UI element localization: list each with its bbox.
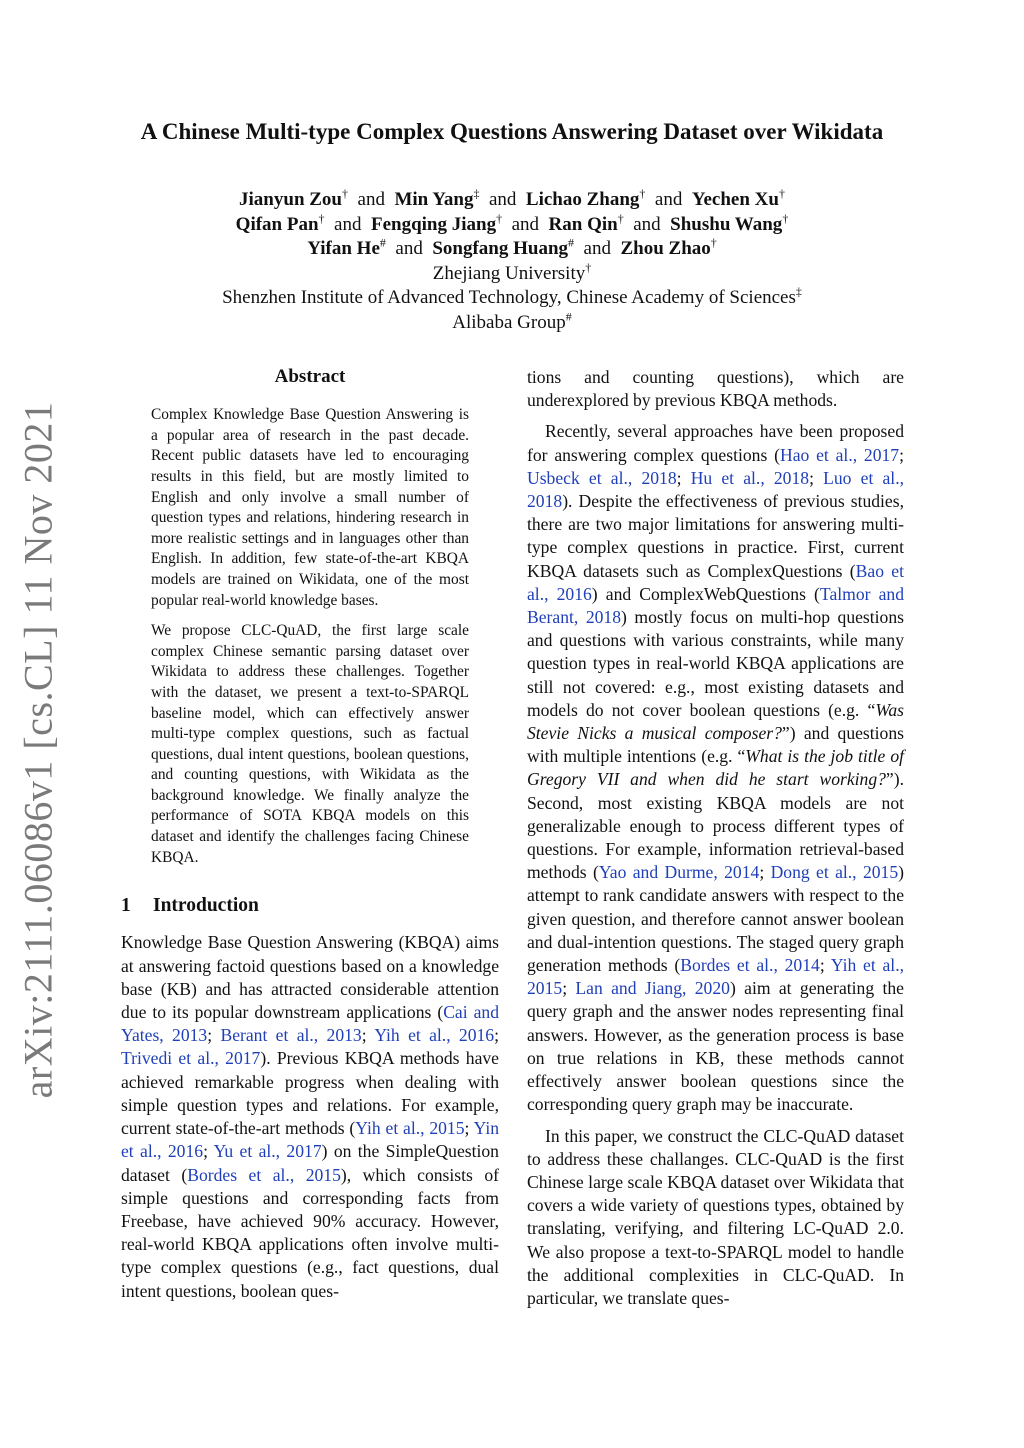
author-name: Zhou Zhao xyxy=(620,238,711,259)
author-line-1 xyxy=(120,188,904,213)
right-column xyxy=(527,366,904,1318)
citation-link[interactable]: Cai and Yates, 2013 xyxy=(121,1002,499,1046)
citation-link[interactable]: Talmor and Berant, 2018 xyxy=(527,583,904,628)
citation-link[interactable]: Yih et al., 2015 xyxy=(527,955,904,999)
author-name: Songfang Huang xyxy=(432,238,569,259)
citation-link[interactable]: Berant et al., 2013 xyxy=(220,1025,362,1046)
citation-link[interactable]: Usbeck et al., 2018 xyxy=(527,467,677,488)
citation-link[interactable]: Hu et al., 2018 xyxy=(690,467,810,488)
paper-header xyxy=(120,118,904,146)
author-joiner: and xyxy=(348,189,395,210)
intro-paragraph-2: Recently, several approaches have been proposed for answering complex questions (Hao et al., 2017; Usbeck et al., 2018; Hu et al., 2018; Luo et al., 2018). Despite the effectiveness of previous studies, there are two major limitations for answering multi-type complex questions in practice. First, current KBQA datasets such as ComplexQuestions (Bao et al., 2016) and ComplexWebQuestions (Talmor and Berant, 2018) mostly focus on multi-hop questions and questions with various constraints, while many question types in real-world KBQA applications are still not covered: e.g., most existing datasets and models do not cover boolean questions (e.g. “Was Stevie Nicks a musical composer?”) and questions with multiple intentions (e.g. “What is the job title of Gregory VII and when did he start working?”). Second, most existing KBQA models are not generalizable enough to process different types of questions. For example, information retrieval-based methods (Yao and Durme, 2014; Dong et al., 2015) attempt to rank candidate answers with respect to the given question, and therefore cannot answer boolean and dual-intention questions. The staged query graph generation methods (Bordes et al., 2014; Yih et al., 2015; Lan and Jiang, 2020) aim at generating the query graph and the answer nodes representing final answers. However, as the generation process is base on true relations in KB, these methods cannot effectively answer boolean questions since the corresponding query graph may be inaccurate. xyxy=(527,421,904,1115)
citation-link[interactable]: Lan and Jiang, 2020 xyxy=(575,978,730,999)
citation-link[interactable]: Bordes et al., 2014 xyxy=(680,955,820,976)
author-joiner: and xyxy=(385,238,433,259)
author-affiliation-mark: † xyxy=(617,211,624,226)
citation-link[interactable]: Yih et al., 2015 xyxy=(355,1118,465,1139)
affiliation-1: Zhejiang University† xyxy=(432,260,592,284)
citation-link[interactable]: Dong et al., 2015 xyxy=(770,862,899,883)
author-name: Min Yang xyxy=(394,189,474,210)
author-affiliation-mark: † xyxy=(639,186,646,201)
affiliation-2: Shenzhen Institute of Advanced Technology, Chinese Academy of Sciences‡ xyxy=(222,284,802,308)
author-joiner: and xyxy=(645,189,692,210)
author-name: Qifan Pan xyxy=(235,213,319,235)
section-heading-introduction xyxy=(121,894,499,917)
author-affiliation-mark: † xyxy=(782,211,789,226)
intro-paragraph-1: Knowledge Base Question Answering (KBQA) aims at answering factoid questions based on a knowledge base (KB) and has attracted considerable attention due to its popular downstream applications (Cai and Yates, 2013; Berant et al., 2013; Yih et al., 2016; Trivedi et al., 2017). Previous KBQA methods have achieved remarkable progress when dealing with simple question types and relations. For example, current state-of-the-art methods (Yih et al., 2015; Yin et al., 2016; Yu et al., 2017) on the SimpleQuestion dataset (Bordes et al., 2015), which consists of simple questions and corresponding facts from Freebase, have achieved 90% accuracy. However, real-world KBQA applications often involve multi-type complex questions (e.g., fact questions, dual intent questions, boolean ques- xyxy=(121,932,500,1301)
author-name: Fengqing Jiang xyxy=(370,213,497,235)
author-block xyxy=(120,188,904,335)
author-name: Yechen Xu xyxy=(691,189,779,210)
author-affiliation-mark: # xyxy=(379,235,386,250)
citation-link[interactable]: Yu et al., 2017 xyxy=(213,1141,322,1162)
author-line-2 xyxy=(120,213,904,238)
section-number: 1 xyxy=(121,895,131,917)
author-affiliation-mark: ‡ xyxy=(473,186,480,201)
author-affiliation-mark: † xyxy=(710,235,717,250)
intro-paragraph-3: In this paper, we construct the CLC-QuAD dataset to address these challanges. CLC-QuAD is the first Chinese large scale KBQA dataset over Wikidata that covers a wide variety of questions types, obtained by translating, verifying, and filtering LC-QuAD 2.0. We also propose a text-to-SPARQL model to handle the additional complexities in CLC-QuAD. In particular, we translate ques- xyxy=(527,1125,904,1308)
author-joiner: and xyxy=(574,238,621,259)
affiliation-3: Alibaba Group# xyxy=(452,309,572,333)
author-name: Lichao Zhang xyxy=(525,189,640,210)
citation-link[interactable]: Bordes et al., 2015 xyxy=(187,1164,341,1185)
author-name: Ran Qin xyxy=(548,213,618,235)
citation-link[interactable]: Luo et al., 2018 xyxy=(527,467,904,512)
paper-title: A Chinese Multi-type Complex Questions Answering Dataset over Wikidata xyxy=(140,119,884,144)
abstract-heading: Abstract xyxy=(274,366,346,387)
example-question: Was Stevie Nicks a musical composer? xyxy=(527,699,904,744)
citation-link[interactable]: Bao et al., 2016 xyxy=(527,560,904,604)
citation-link[interactable]: Hao et al., 2017 xyxy=(779,444,900,465)
citation-link[interactable]: Yin et al., 2016 xyxy=(121,1118,500,1162)
intro-paragraph-1-continued: tions and counting questions), which are underexplored by previous KBQA methods. xyxy=(527,367,904,411)
author-joiner: and xyxy=(324,213,371,235)
citation-link[interactable]: Trivedi et al., 2017 xyxy=(121,1048,261,1069)
author-joiner: and xyxy=(623,213,671,235)
author-name: Shushu Wang xyxy=(670,213,783,235)
author-affiliation-mark: # xyxy=(568,235,575,250)
author-name: Jianyun Zou xyxy=(239,189,343,210)
citation-link[interactable]: Yih et al., 2016 xyxy=(374,1025,495,1046)
abstract-paragraph-2: We propose CLC-QuAD, the first large scale complex Chinese semantic parsing dataset over Wikidata to address these challenges. Together with the dataset, we present a text-to-SPARQL baseline model, which can effectively answer multi-type complex questions, such as factual questions, dual intent questions, boolean questions, and counting questions, with Wikidata as the background knowledge. We finally analyze the performance of SOTA KBQA models on this dataset and identify the challenges facing Chinese KBQA. xyxy=(151,622,469,866)
author-affiliation-mark: † xyxy=(342,186,349,201)
arxiv-identifier: arXiv:2111.06086v1 [cs.CL] 11 Nov 2021 xyxy=(15,401,61,1099)
abstract-paragraph-1: Complex Knowledge Base Question Answering is a popular area of research in the past decade. Recent public datasets have led to encouraging results in this field, but are mostly limited to English and only involve a small number of question types and relations, hindering research in more realistic settings and in languages other than English. In addition, few state-of-the-art KBQA models are trained on Wikidata, one of the most popular real-world knowledge bases. xyxy=(151,406,469,609)
left-column xyxy=(121,365,499,1311)
arxiv-margin-stamp xyxy=(0,0,60,1448)
author-name: Yifan He xyxy=(307,238,380,259)
author-affiliation-mark: † xyxy=(496,211,503,226)
author-affiliation-mark: † xyxy=(778,186,785,201)
abstract-body xyxy=(151,405,469,868)
citation-link[interactable]: Yao and Durme, 2014 xyxy=(598,862,760,883)
example-question: What is the job title of Gregory VII and when did he start working? xyxy=(527,746,904,790)
author-affiliation-mark: † xyxy=(318,211,325,226)
section-title: Introduction xyxy=(153,895,259,917)
author-joiner: and xyxy=(502,213,549,235)
author-joiner: and xyxy=(479,189,526,210)
author-line-3 xyxy=(120,237,904,262)
